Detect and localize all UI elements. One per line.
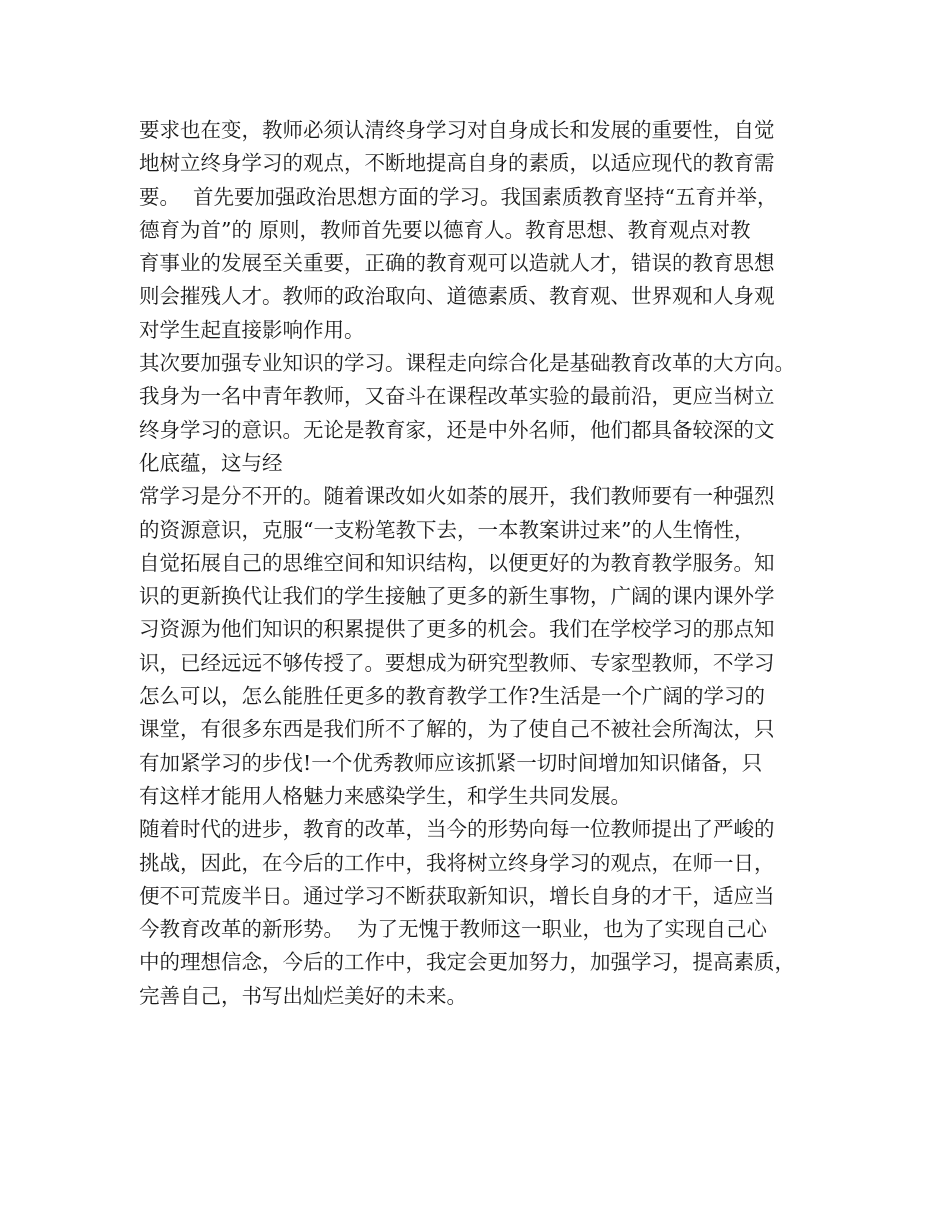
text-line: 地树立终身学习的观点，不断地提高自身的素质，以适应现代的教育需 [139,151,775,176]
text-line: 常学习是分不开的。随着课改如火如荼的展开，我们教师要有一种强烈 [139,484,775,509]
text-line: 中的理想信念，今后的工作中，我定会更加努力，加强学习，提高素质， [139,950,795,975]
text-line: 今教育改革的新形势。 为了无愧于教师这一职业，也为了实现自己心 [139,917,768,942]
text-line: 习资源为他们知识的积累提供了更多的机会。我们在学校学习的那点知 [139,617,775,642]
text-line: 有这样才能用人格魅力来感染学生，和学生共同发展。 [139,783,631,808]
text-line: 完善自己，书写出灿烂美好的未来。 [139,983,467,1008]
text-line: 德育为首”的 原则，教师首先要以德育人。教育思想、教育观点对教 [139,217,751,242]
text-line: 我身为一名中青年教师，又奋斗在课程改革实验的最前沿，更应当树立 [139,384,775,409]
text-line: 自觉拓展自己的思维空间和知识结构，以便更好的为教育教学服务。知 [139,550,775,575]
text-line: 则会摧残人才。教师的政治取向、道德素质、教育观、世界观和人身观 [139,284,775,309]
text-line: 挑战，因此，在今后的工作中，我将树立终身学习的观点，在师一日， [139,850,775,875]
text-line: 其次要加强专业知识的学习。课程走向综合化是基础教育改革的大方向。 [139,351,795,376]
text-line: 随着时代的进步，教育的改革，当今的形势向每一位教师提出了严峻的 [139,817,775,842]
text-line: 对学生起直接影响作用。 [139,317,365,342]
text-line: 识，已经远远不够传授了。要想成为研究型教师、专家型教师，不学习 [139,650,775,675]
text-line: 有加紧学习的步伐!一个优秀教师应该抓紧一切时间增加知识储备，只 [139,750,763,775]
text-line: 课堂，有很多东西是我们所不了解的，为了使自己不被社会所淘汰，只 [139,717,775,742]
text-line: 怎么可以，怎么能胜任更多的教育教学工作?生活是一个广阔的学习的 [139,684,765,709]
text-line: 要。 首先要加强政治思想方面的学习。我国素质教育坚持“五育并举， [139,184,778,209]
text-line: 识的更新换代让我们的学生接触了更多的新生事物，广阔的课内课外学 [139,584,775,609]
text-line: 育事业的发展至关重要，正确的教育观可以造就人才，错误的教育思想 [139,251,775,276]
text-line: 化底蕴，这与经 [139,450,283,475]
text-line: 要求也在变，教师必须认清终身学习对自身成长和发展的重要性，自觉 [139,118,775,142]
text-line: 的资源意识，克服“一支粉笔教下去，一本教案讲过来”的人生惰性， [139,517,755,542]
text-line: 便不可荒废半日。通过学习不断获取新知识，增长自身的才干，适应当 [139,883,775,908]
text-line: 终身学习的意识。无论是教育家，还是中外名师，他们都具备较深的文 [139,417,775,442]
body-text [139,114,839,1013]
